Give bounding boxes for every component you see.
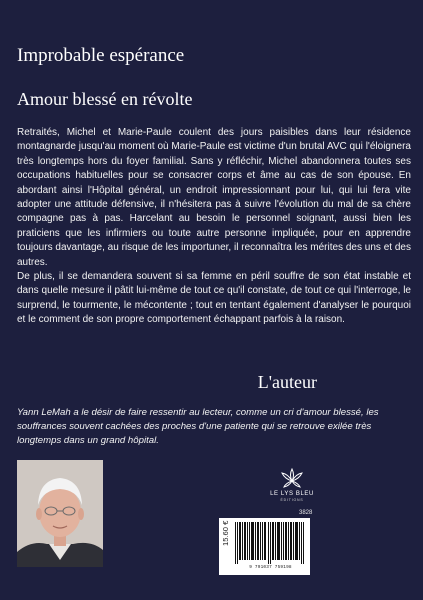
author-photo — [17, 460, 103, 568]
catalog-code: 3828 — [299, 510, 313, 516]
isbn-digits: 9 791037 759198 — [249, 565, 292, 570]
author-heading: L'auteur — [257, 372, 317, 392]
synopsis — [17, 126, 411, 328]
book-title: Improbable espérance — [17, 45, 185, 66]
publisher-name: LE LYS BLEU — [270, 491, 314, 497]
synopsis-paragraph: De plus, il se demandera souvent si sa femme en péril souffre de son état instable et dans quelle mesure il pâtit lui-même de tout ce qu'il constate, de tout ce qui l'interroge, le surprend, le tourmente, le mécontente ; tout en tentant également d'analyser le pourquoi et le comment de son propre comportement échappant parfois à la raison. — [17, 271, 411, 326]
lily-icon — [280, 467, 304, 489]
author-bio: Yann LeMah a le désir de faire ressentir au lecteur, comme un cri d'amour blessé, les souffrances souvent cachées des proches d'une patiente qui se retrouve exilée très longtemps dans un grand hôpital. — [17, 407, 379, 447]
synopsis-paragraph: Retraités, Michel et Marie-Paule coulent des jours paisibles dans leur résidence montagnarde jusqu'au moment où Marie-Paule est victime d'un brutal AVC qui l'éloignera très longtemps hors du foyer familial. Sans y réfléchir, Michel abandonnera toutes ses occupations habituelles pour se consacrer corps et âme au cas de son épouse. En abordant ainsi l'Hôpital général, un endroit impressionnant pour lui, qui lui fera vite adopter une attitude défensive, il n'hésitera pas à suivre l'évolution du mal de sa chère compagne pas à pas. Harcelant au besoin le personnel soignant, aussi bien les praticiens que les infirmiers ou toute autre personne impliquée, pour en apprendre toujours davantage, au risque de les importuner, il reconnaîtra les mérites des uns et des autres. — [17, 127, 411, 268]
barcode-icon — [235, 522, 306, 564]
price-label: 15.60 € — [221, 520, 230, 546]
publisher-logo — [252, 467, 332, 502]
publisher-subtitle: ÉDITIONS — [280, 498, 304, 502]
barcode-box — [219, 518, 310, 575]
book-subtitle: Amour blessé en révolte — [17, 89, 193, 109]
